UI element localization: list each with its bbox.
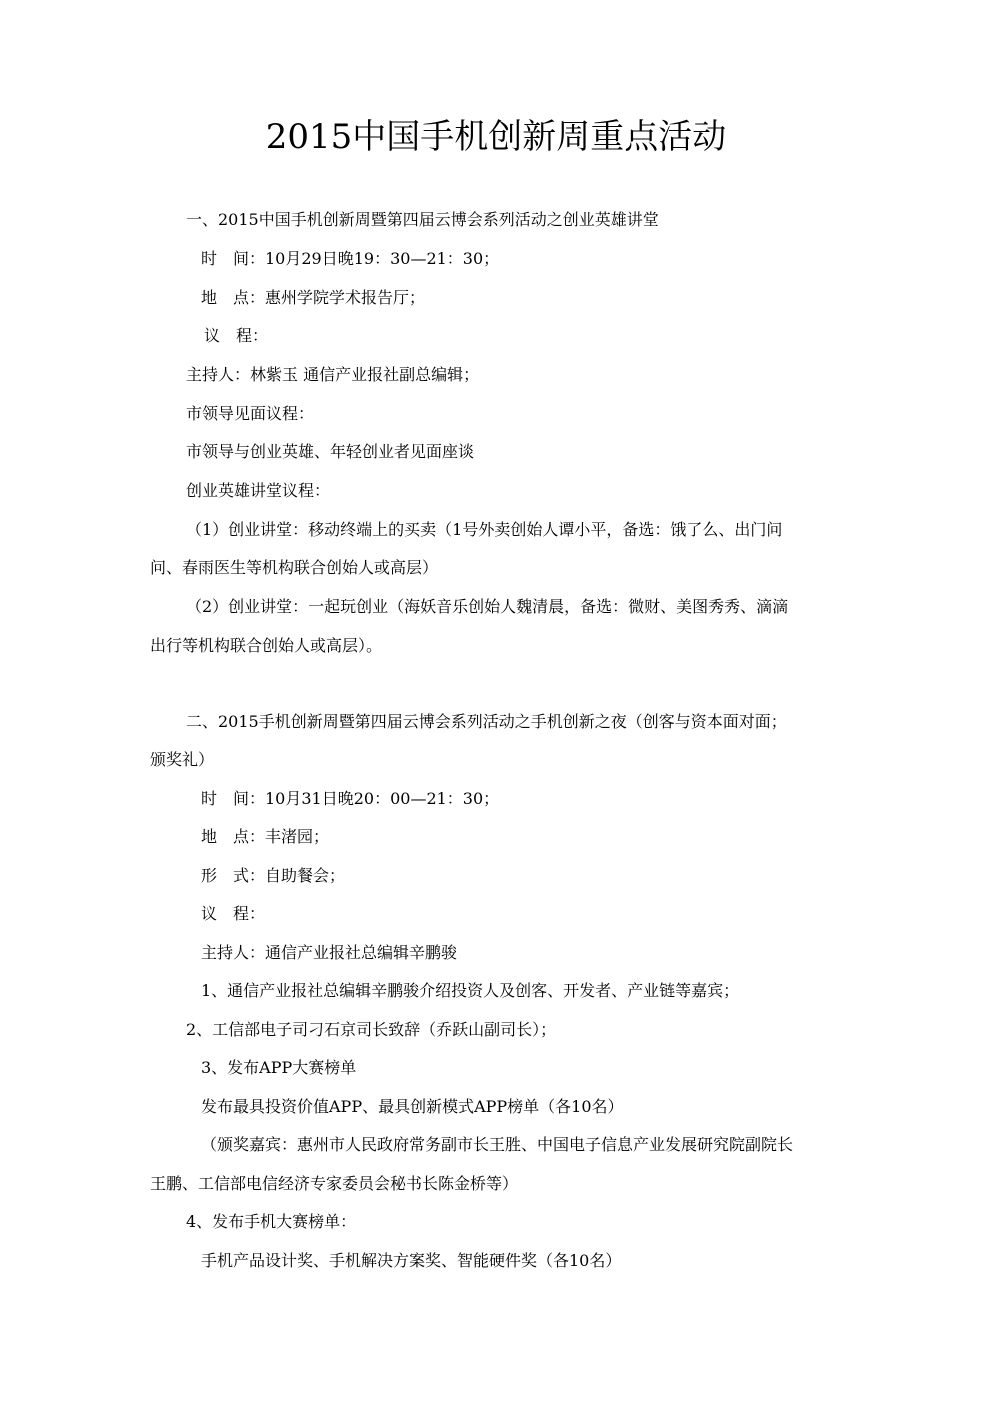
section2-item4: 4、发布手机大赛榜单：: [186, 1212, 357, 1231]
section2-item4-detail: 手机产品设计奖、手机解决方案奖、智能硬件奖（各10名）: [201, 1251, 622, 1270]
section2-item3-presenters: （颁奖嘉宾：惠州市人民政府常务副市长王胜、中国电子信息产业发展研究院副院长: [201, 1135, 794, 1154]
section2-place: 地 点：丰渚园；: [201, 827, 330, 846]
section1-place: 地 点：惠州学院学术报告厅；: [201, 288, 426, 307]
section1-leaders-item: 市领导与创业英雄、年轻创业者见面座谈: [186, 442, 475, 461]
section1-lecture-heading: 创业英雄讲堂议程：: [186, 481, 331, 500]
section1-time: 时 间：10月29日晚19：30—21：30；: [201, 249, 500, 268]
section2-item2: 2、工信部电子司刁石京司长致辞（乔跃山副司长）；: [186, 1020, 557, 1039]
section2-heading: 二、2015手机创新周暨第四届云博会系列活动之手机创新之夜（创客与资本面对面；: [186, 712, 787, 731]
section2-item3: 3、发布APP大赛榜单: [201, 1058, 357, 1077]
document-title: 2015中国手机创新周重点活动: [265, 117, 727, 157]
section1-heading: 一、2015中国手机创新周暨第四届云博会系列活动之创业英雄讲堂: [186, 210, 659, 229]
section2-item3-detail: 发布最具投资价值APP、最具创新模式APP榜单（各10名）: [201, 1097, 624, 1116]
section1-lecture-item2: （2）创业讲堂：一起玩创业（海妖音乐创始人魏清晨，备选：微财、美图秀秀、滴滴: [186, 597, 789, 616]
section2-heading-cont: 颁奖礼）: [150, 750, 215, 769]
section1-lecture-item2-cont: 出行等机构联合创始人或高层）。: [150, 636, 383, 655]
section1-host: 主持人：林紫玉 通信产业报社副总编辑；: [186, 365, 480, 384]
section1-lecture-item1: （1）创业讲堂：移动终端上的买卖（1号外卖创始人谭小平，备选：饿了么、出门问: [186, 520, 783, 539]
section1-lecture-item1-cont: 问、春雨医生等机构联合创始人或高层）: [150, 558, 439, 577]
section2-item1: 1、通信产业报社总编辑辛鹏骏介绍投资人及创客、开发者、产业链等嘉宾；: [201, 981, 740, 1000]
section1-leaders-heading: 市领导见面议程：: [186, 404, 315, 423]
section2-format: 形 式：自助餐会；: [201, 866, 346, 885]
section2-host: 主持人：通信产业报社总编辑辛鹏骏: [201, 943, 458, 962]
section2-agenda: 议 程：: [201, 904, 266, 923]
section2-time: 时 间：10月31日晚20：00—21：30；: [201, 789, 500, 808]
section1-agenda: 议 程：: [204, 326, 269, 345]
section2-item3-presenters-cont: 王鹏、工信部电信经济专家委员会秘书长陈金桥等）: [150, 1174, 519, 1193]
